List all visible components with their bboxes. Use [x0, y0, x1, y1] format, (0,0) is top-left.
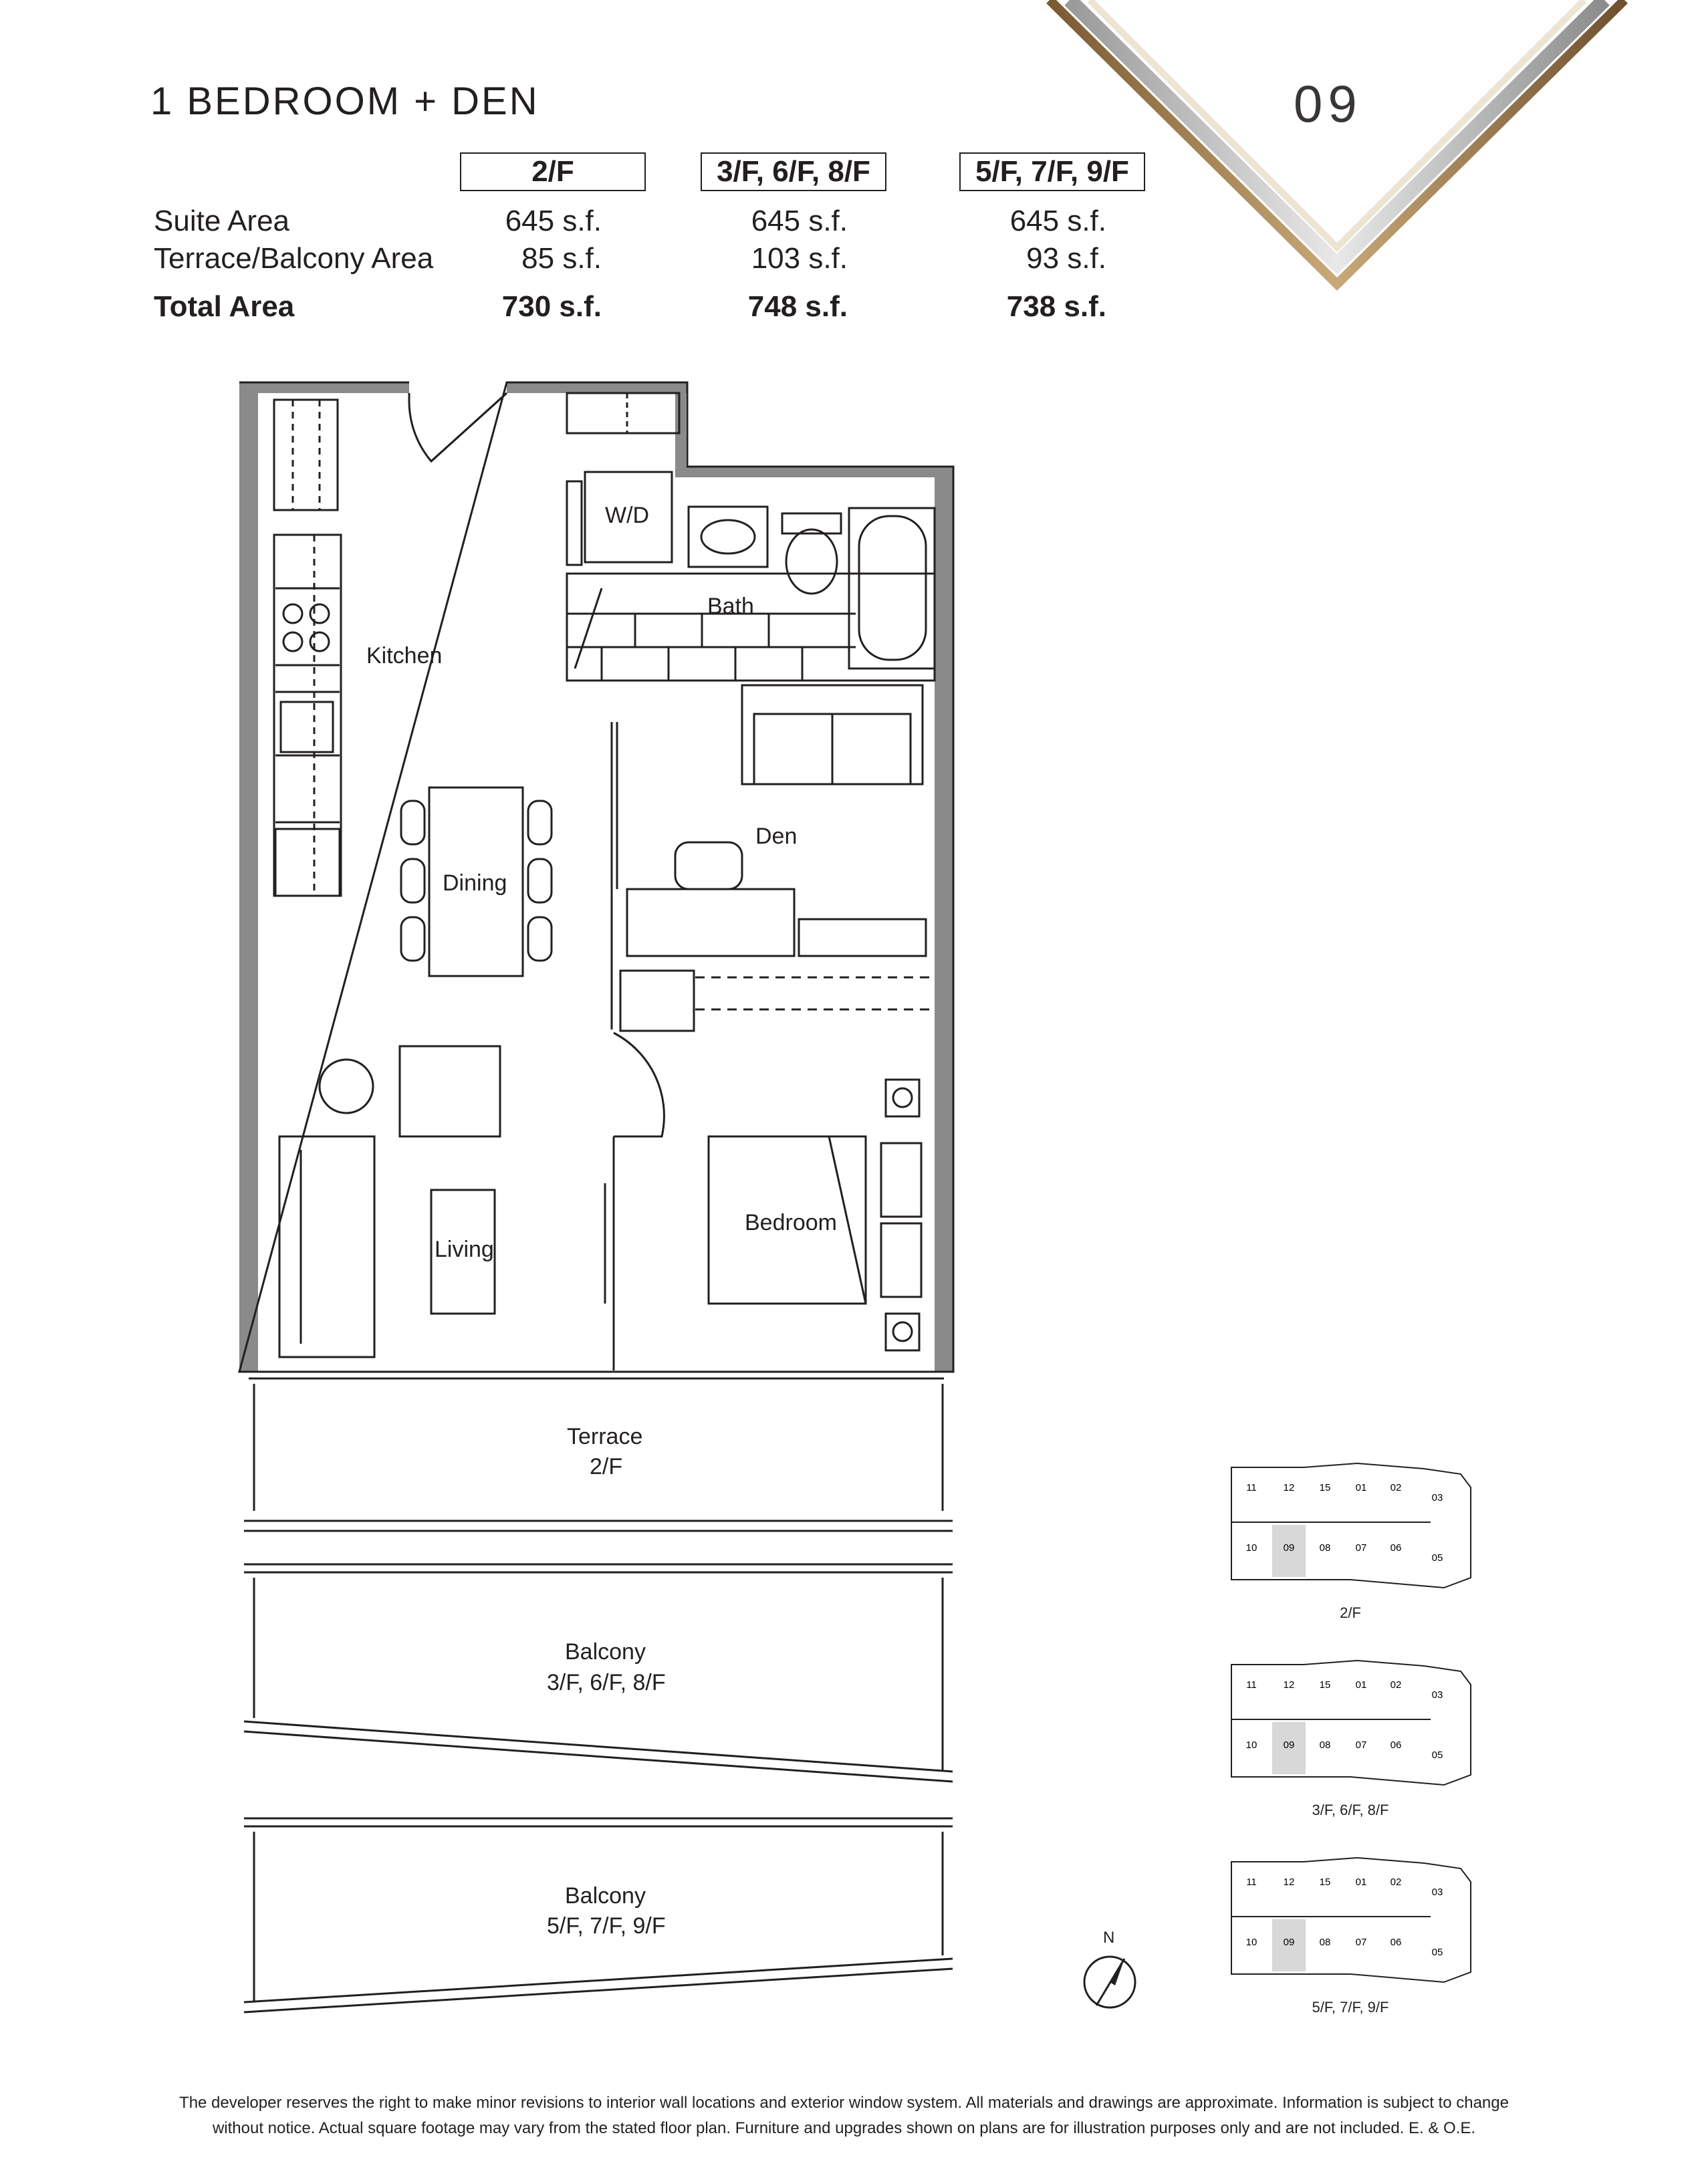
key-plan-unit-label: 15	[1319, 1876, 1331, 1888]
suite-area-3f: 645 s.f.	[751, 205, 848, 237]
key-plan-unit-label: 08	[1319, 1542, 1331, 1554]
room-label-wd: W/D	[605, 503, 650, 528]
key-plan-2	[1230, 1658, 1477, 1792]
unit-number: 09	[1294, 74, 1362, 133]
key-plan-unit-label: 12	[1283, 1876, 1295, 1888]
terrace-label: Terrace	[567, 1424, 643, 1449]
total-area-3f: 748 s.f.	[747, 290, 848, 323]
key-plan-unit-label: 12	[1283, 1482, 1295, 1493]
key-plan-unit-label: 07	[1355, 1739, 1367, 1751]
total-area-2f: 730 s.f.	[501, 290, 602, 323]
terrace-area-2f: 85 s.f.	[521, 242, 602, 275]
key-plan-unit-label: 10	[1245, 1937, 1257, 1948]
terrace-floor-label: 2/F	[590, 1454, 623, 1479]
key-plan-unit-label: 01	[1355, 1876, 1367, 1888]
room-label-dining: Dining	[443, 870, 507, 896]
room-label-bedroom: Bedroom	[745, 1210, 837, 1235]
balcony-b-label: Balcony	[565, 1883, 646, 1909]
key-plan-unit-label: 15	[1319, 1679, 1331, 1691]
key-plan-unit-label: 15	[1319, 1482, 1331, 1493]
key-plan-unit-label: 05	[1431, 1552, 1443, 1564]
suite-area-2f: 645 s.f.	[505, 205, 602, 237]
key-plan-unit-label: 06	[1390, 1542, 1402, 1554]
disclaimer-line-2: without notice. Actual square footage may vary from the stated floor plan. Furniture and upgrades shown on plans are for illustration purposes only and are not included. E. & O.E.	[212, 2119, 1476, 2137]
key-plan-unit-label: 12	[1283, 1679, 1295, 1691]
key-plan-unit-label: 05	[1431, 1749, 1443, 1761]
key-plan-unit-label: 06	[1390, 1739, 1402, 1751]
plan-title: 1 BEDROOM + DEN	[150, 80, 539, 123]
row-label-total-area: Total Area	[154, 290, 295, 323]
row-label-suite-area: Suite Area	[154, 205, 290, 237]
column-header-2f: 2/F	[460, 152, 646, 191]
key-plan-unit-label: 11	[1246, 1679, 1257, 1691]
key-plan-unit-label: 11	[1246, 1482, 1257, 1493]
key-plan-unit-label: 03	[1431, 1887, 1443, 1898]
key-plan-unit-label: 09	[1283, 1937, 1295, 1948]
key-plan-unit-label: 02	[1390, 1679, 1402, 1691]
compass-icon	[1084, 1957, 1135, 2008]
key-plan-unit-label: 07	[1355, 1542, 1367, 1554]
room-label-bath: Bath	[707, 594, 754, 619]
disclaimer	[134, 2090, 1554, 2141]
row-label-terrace-area: Terrace/Balcony Area	[154, 242, 434, 275]
key-plan-unit-label: 01	[1355, 1679, 1367, 1691]
room-label-kitchen: Kitchen	[366, 643, 443, 669]
key-plan-unit-label: 11	[1246, 1876, 1257, 1888]
suite-area-5f: 645 s.f.	[1009, 205, 1106, 237]
key-plan-unit-label: 02	[1390, 1482, 1402, 1493]
key-plan-unit-label: 08	[1319, 1739, 1331, 1751]
room-label-den: Den	[755, 824, 798, 849]
key-plan-unit-label: 05	[1431, 1947, 1443, 1958]
column-header-5f-7f-9f: 5/F, 7/F, 9/F	[959, 152, 1145, 191]
key-plan-unit-label: 03	[1431, 1492, 1443, 1503]
key-plan-unit-label: 10	[1245, 1542, 1257, 1554]
key-plan-unit-label: 06	[1390, 1937, 1402, 1948]
room-label-living: Living	[435, 1237, 494, 1262]
key-plan-3	[1230, 1855, 1477, 1989]
key-plan-unit-label: 10	[1245, 1739, 1257, 1751]
terrace-area-5f: 93 s.f.	[1026, 242, 1106, 275]
compass-north-label: N	[1103, 1929, 1115, 1947]
key-plan-unit-label: 01	[1355, 1482, 1367, 1493]
column-header-3f-6f-8f: 3/F, 6/F, 8/F	[701, 152, 886, 191]
key-plan-unit-label: 09	[1283, 1542, 1295, 1554]
balcony-b-floor-label: 5/F, 7/F, 9/F	[547, 1913, 666, 1939]
key-plan-unit-label: 08	[1319, 1937, 1331, 1948]
total-area-5f: 738 s.f.	[1006, 290, 1106, 323]
terrace-area-3f: 103 s.f.	[751, 242, 848, 275]
balcony-a-label: Balcony	[565, 1639, 646, 1665]
key-plan-1	[1230, 1461, 1477, 1594]
key-plan-unit-label: 02	[1390, 1876, 1402, 1888]
key-plan-caption: 3/F, 6/F, 8/F	[1312, 1802, 1389, 1818]
key-plan-caption: 5/F, 7/F, 9/F	[1312, 1999, 1389, 2016]
balcony-a-floor-label: 3/F, 6/F, 8/F	[547, 1670, 666, 1695]
disclaimer-line-1: The developer reserves the right to make minor revisions to interior wall locations and exterior window system. All materials and drawings are approximate. Information is subject to change	[179, 2094, 1509, 2112]
key-plan-unit-label: 09	[1283, 1739, 1295, 1751]
key-plan-unit-label: 03	[1431, 1689, 1443, 1701]
key-plan-caption: 2/F	[1340, 1604, 1361, 1621]
key-plan-unit-label: 07	[1355, 1937, 1367, 1948]
